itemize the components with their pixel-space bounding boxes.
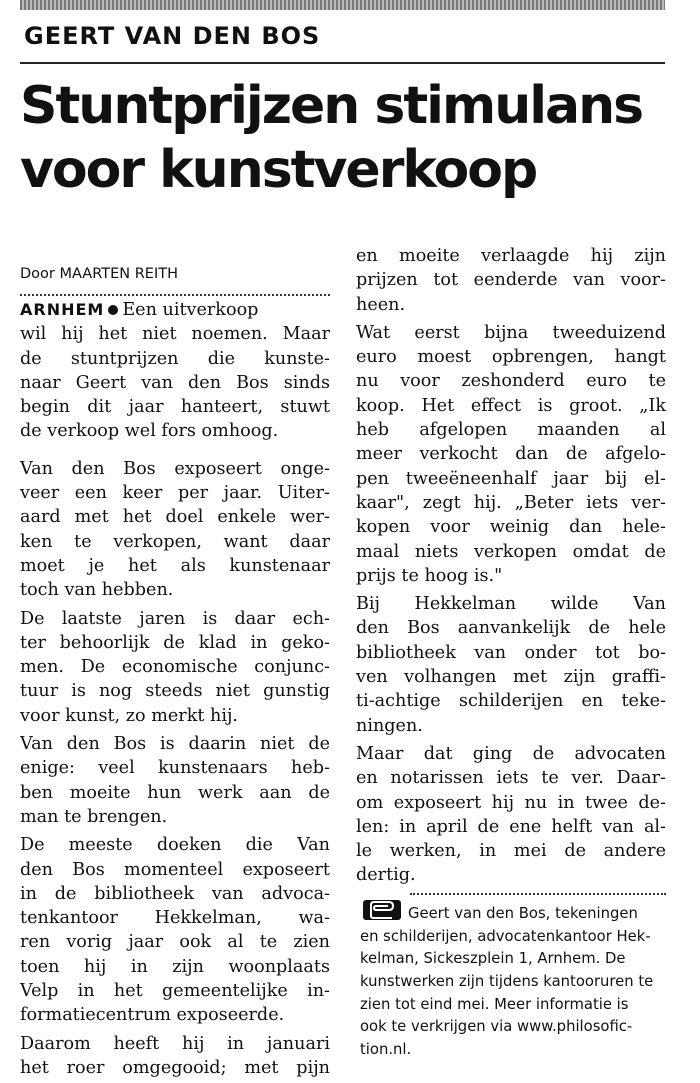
text-line: man te brengen. <box>20 806 168 827</box>
text-line: pen tweeëneenhalf jaar bij el- <box>356 468 666 489</box>
dateline: ARNHEM <box>20 300 105 319</box>
info-line: kunstwerken zijn tijdens kantooruren te <box>360 973 654 991</box>
kicker: GEERT VAN DEN BOS <box>24 22 321 50</box>
text-line: maal niets verkopen omdat de <box>356 541 666 562</box>
text-line: Van den Bos exposeert onge- <box>20 458 330 479</box>
headline-line: Stuntprijzen stimulans <box>20 76 643 136</box>
text-line: prijs te hoog is." <box>356 565 503 586</box>
text-line: Bij Hekkelman wilde Van <box>356 594 666 615</box>
text-line: le werken, in mei de andere <box>356 841 666 862</box>
info-line: zien tot eind mei. Meer informatie is <box>360 995 629 1013</box>
text-line: prijzen tot eenderde van voor- <box>356 270 666 291</box>
kicker-divider <box>20 62 665 64</box>
text-line: en moeite verlaagde hij zijn <box>356 246 666 266</box>
text-line: en notarissen iets te ver. Daar- <box>356 768 666 789</box>
text-line: Wat eerst bijna tweeduizend <box>356 322 666 343</box>
text-line: De laatste jaren is daar ech- <box>20 608 330 629</box>
paragraph <box>20 732 330 829</box>
text-line: Maar dat ging de advocaten <box>356 743 666 764</box>
headline <box>20 74 670 202</box>
text-line: Daarom heeft hij in januari <box>20 1033 330 1054</box>
paragraph <box>356 742 666 888</box>
text-line: kaar", zegt hij. „Beter iets ver- <box>356 492 666 513</box>
text-line: koop. Het effect is groot. „Ik <box>356 395 666 416</box>
text-line: toch van hebben. <box>20 580 174 601</box>
text-line: de stuntprijzen die kunste- <box>20 348 330 369</box>
paragraph <box>20 833 330 1027</box>
text-line: ren vorig jaar ook al te zien <box>20 932 330 953</box>
right-column <box>356 244 666 888</box>
text-line: ken te verkopen, want daar <box>20 531 330 552</box>
text-line: voor kunst, zo merkt hij. <box>20 705 239 726</box>
bullet-icon <box>108 305 118 315</box>
text-line: het roer omgegooid; met pijn <box>20 1057 330 1078</box>
text-line: den Bos aanvankelijk de hele <box>356 618 666 639</box>
text-line: tenkantoor Hekkelman, wa- <box>20 908 330 929</box>
text-line: Van den Bos is daarin niet de <box>20 734 330 755</box>
text-line: veer een keer per jaar. Uiter- <box>20 483 330 504</box>
text-line: moet je het als kunstenaar <box>20 555 330 576</box>
info-line: Geert van den Bos, tekeningen <box>408 905 638 922</box>
text-line: begin dit jaar hanteert, stuwt <box>20 397 330 418</box>
text-line: den Bos momenteel exposeert <box>20 859 330 880</box>
paragraph <box>356 321 666 588</box>
info-line: kelman, Sickeszplein 1, Arnhem. De <box>360 950 626 968</box>
text-line: de verkoop wel fors omhoog. <box>20 421 279 442</box>
text-line: euro moest opbrengen, hangt <box>356 347 666 368</box>
text-line: ben moeite hun werk aan de <box>20 782 330 803</box>
paragraph <box>20 1032 330 1081</box>
text-line: enige: veel kunstenaars heb- <box>20 758 330 779</box>
text-line: De meeste doeken die Van <box>20 835 330 856</box>
text-line: bibliotheek van onder tot bo- <box>356 642 666 663</box>
paragraph <box>356 244 666 317</box>
info-line: en schilderijen, advocatenkantoor Hek- <box>360 927 651 945</box>
intro-paragraph <box>20 298 330 444</box>
text-line: ter behoorlijk de klad in geko- <box>20 632 330 653</box>
text-line: formatiecentrum exposeerde. <box>20 1005 285 1026</box>
text-span: Een uitverkoop <box>122 300 259 320</box>
top-rule-strip <box>20 0 665 10</box>
text-line: ven volhangen met zijn graffi- <box>356 667 666 688</box>
text-line: meer verkocht dan de afgelo- <box>356 444 666 465</box>
text-line: kopen voor weinig dan hele- <box>356 517 666 538</box>
text-line: Velp in het gemeentelijke in- <box>20 981 330 1002</box>
text-line: naar Geert van den Bos sinds <box>20 372 330 393</box>
paragraph <box>20 607 330 728</box>
text-line: men. De economische conjunc- <box>20 657 330 678</box>
text-line: heen. <box>356 294 406 315</box>
headline-line: voor kunstverkoop <box>20 140 537 200</box>
info-divider <box>410 893 666 895</box>
byline: Door MAARTEN REITH <box>20 266 178 282</box>
info-line: ook te verkrijgen via www.philosofic- <box>360 1018 633 1036</box>
text-line: in de bibliotheek van advoca- <box>20 883 330 904</box>
paragraph <box>20 457 330 603</box>
left-column <box>20 262 330 1080</box>
text-line: nu voor zeshonderd euro te <box>356 371 666 392</box>
text-line <box>20 298 330 322</box>
byline-divider <box>20 294 330 296</box>
text-line: wil hij het niet noemen. Maar <box>20 324 330 345</box>
text-line: ningen. <box>356 715 423 736</box>
text-line: ti-achtige schilderijen en teke- <box>356 691 666 712</box>
text-line: aard met het doel enkele wer- <box>20 507 330 528</box>
text-line: heb afgelopen maanden al <box>356 420 666 441</box>
text-line: om exposeert hij nu in twee de- <box>356 792 666 813</box>
info-line: tion.nl. <box>360 1041 412 1059</box>
text-line: dertig. <box>356 865 416 886</box>
text-line: toen hij in zijn woonplaats <box>20 956 330 977</box>
info-box <box>360 903 680 1062</box>
paragraph <box>356 592 666 738</box>
text-line: tuur is nog steeds niet gunstig <box>20 681 330 702</box>
text-line: len: in april de ene helft van al- <box>356 816 666 837</box>
